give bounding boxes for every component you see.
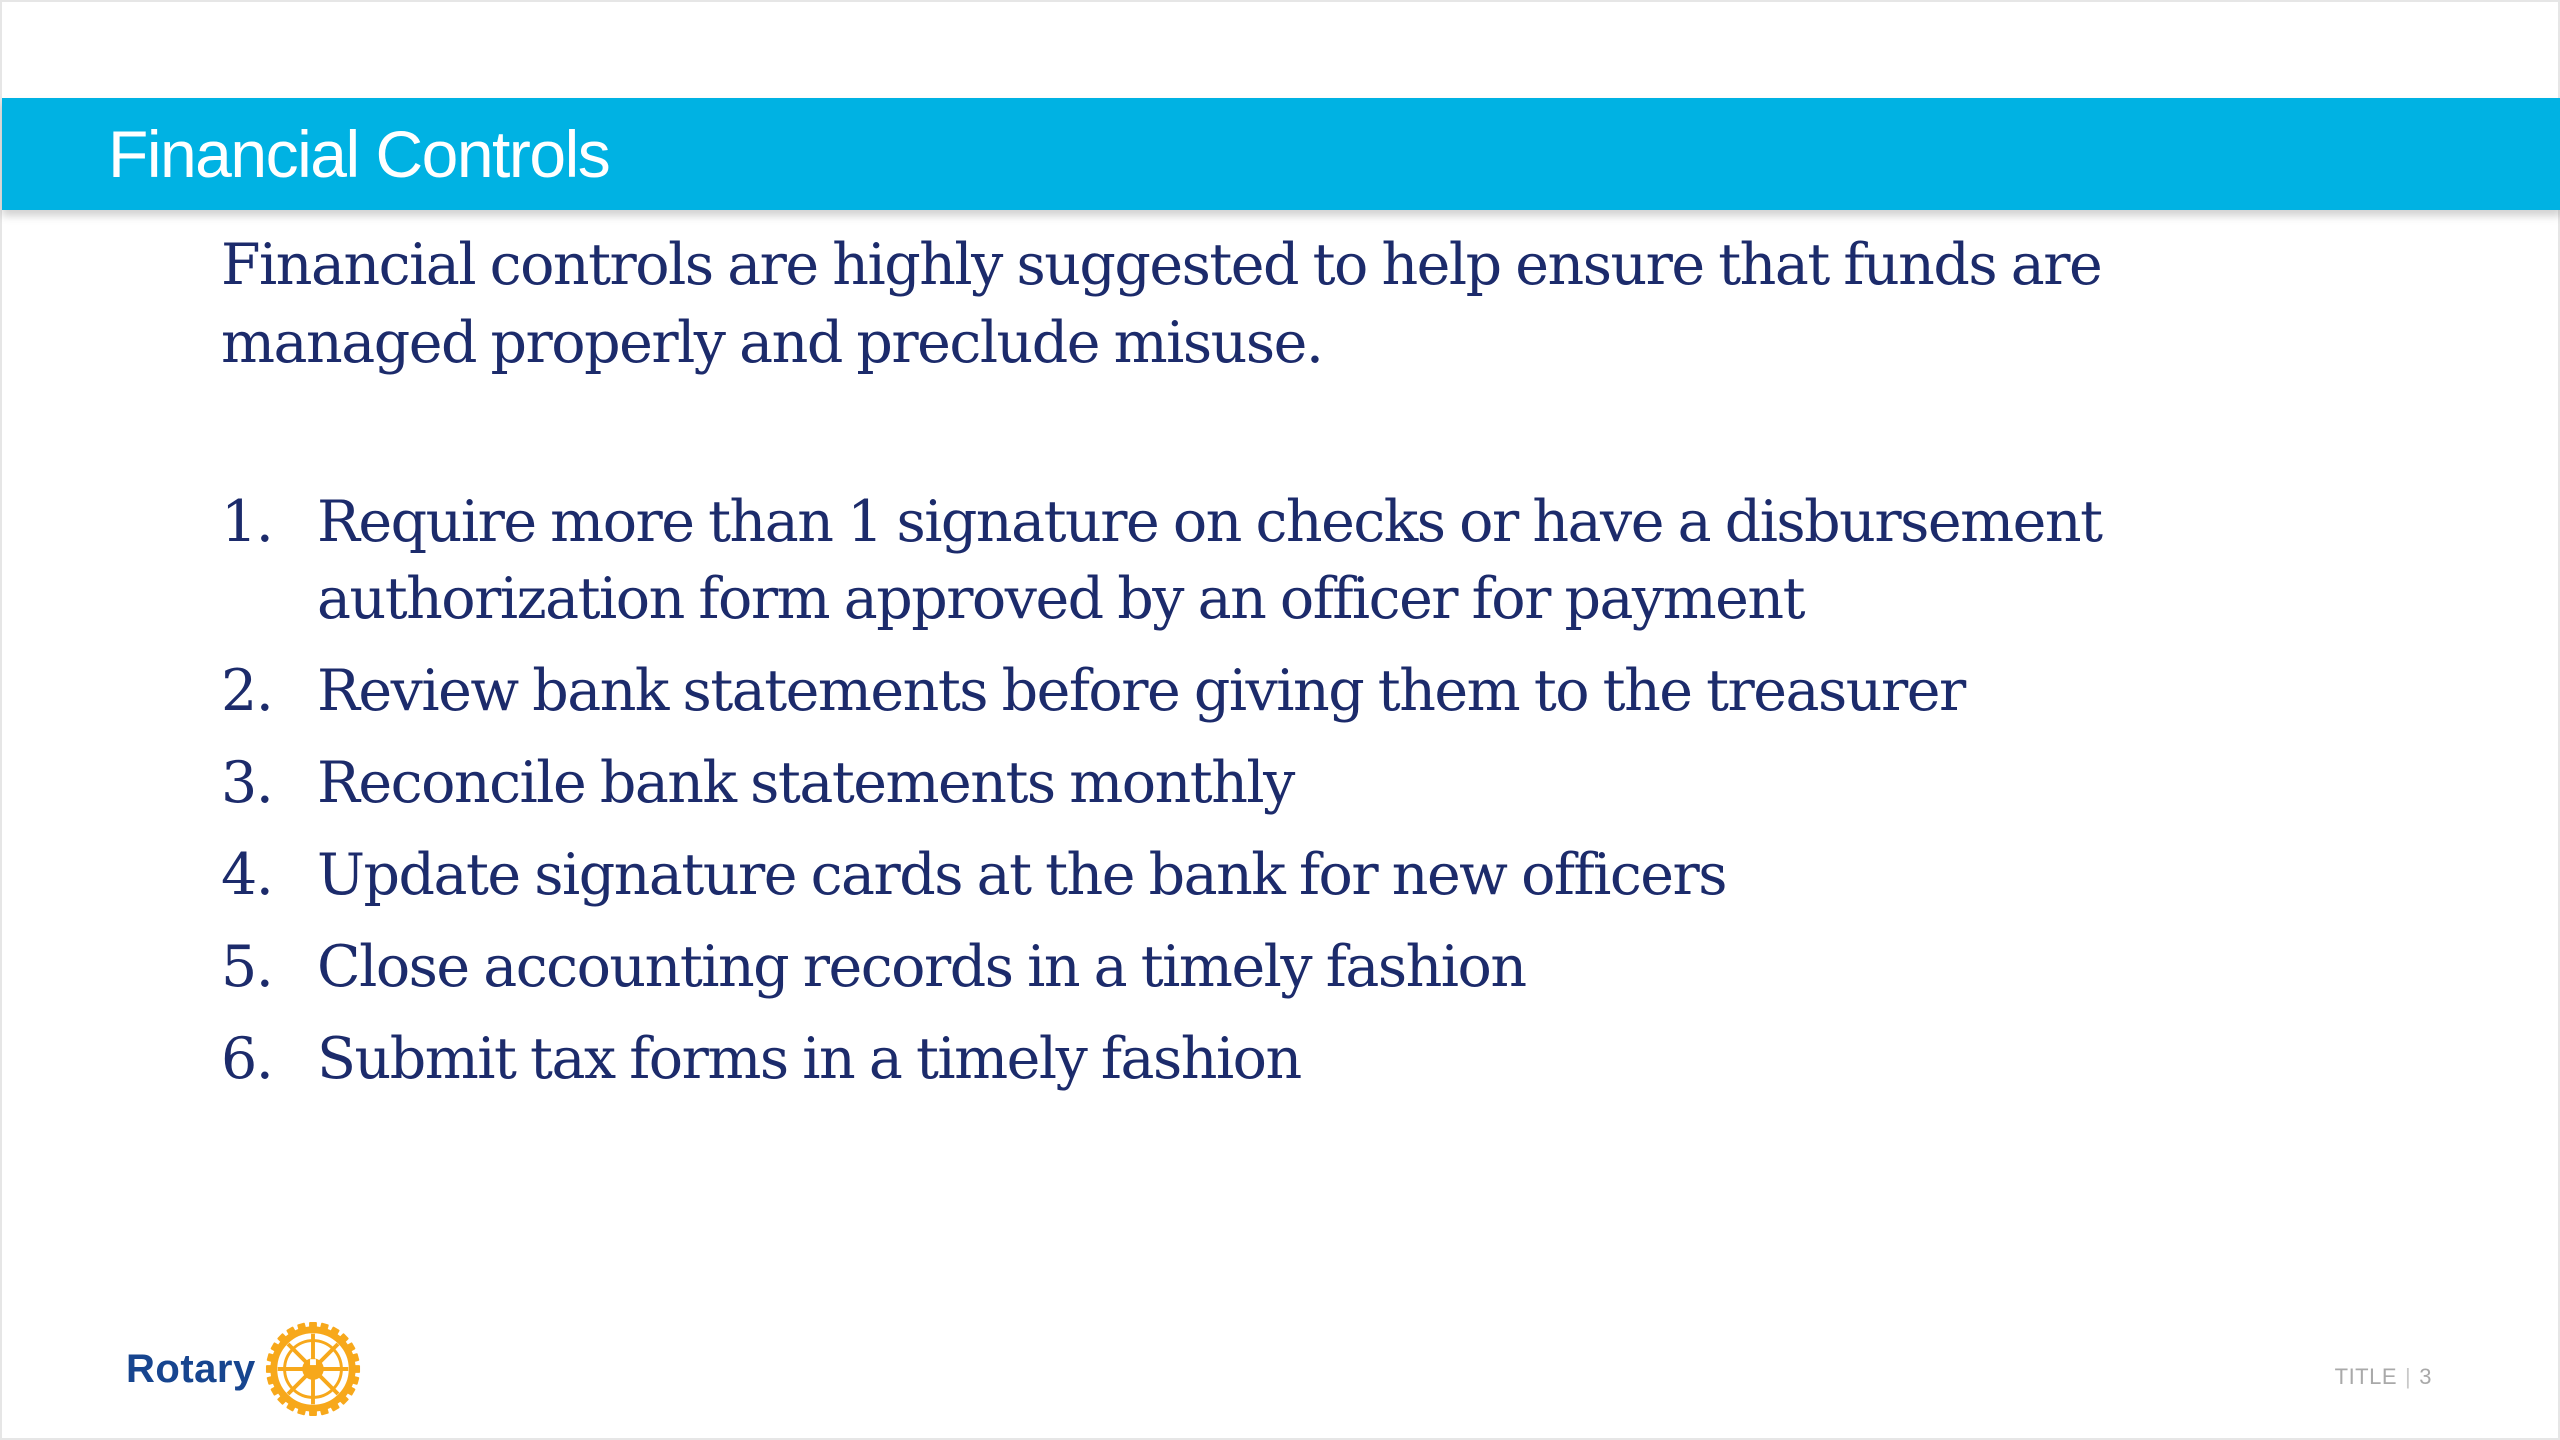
rotary-wheel-icon	[264, 1320, 362, 1418]
footer-separator: |	[2405, 1364, 2412, 1389]
list-item-number: 3.	[221, 750, 273, 816]
list-item-number: 6.	[221, 1026, 273, 1092]
list-item-text: Reconcile bank statements monthly	[317, 750, 1294, 816]
slide-title: Financial Controls	[108, 117, 610, 191]
list-item	[221, 745, 2281, 822]
list-item	[221, 484, 2281, 638]
list-item	[221, 929, 2281, 1006]
list-item-text: Update signature cards at the bank for new officers	[317, 842, 1726, 908]
logo-wordmark: Rotary	[126, 1346, 256, 1391]
page-number: 3	[2419, 1364, 2432, 1389]
list-item-text: Submit tax forms in a timely fashion	[317, 1026, 1301, 1092]
list-item-text: Require more than 1 signature on checks or have a disbursement authorization form approved by an officer for payment	[317, 489, 2102, 632]
list-item	[221, 653, 2281, 730]
list-item-text: Review bank statements before giving them to the treasurer	[317, 658, 1965, 724]
list-item	[221, 1021, 2281, 1098]
list-item	[221, 837, 2281, 914]
slide-footer	[2335, 1364, 2432, 1390]
list-item-number: 1.	[221, 489, 273, 555]
intro-paragraph: Financial controls are highly suggested to help ensure that funds are managed properly and preclude misuse.	[221, 232, 2102, 376]
list-item-text: Close accounting records in a timely fashion	[317, 934, 1526, 1000]
list-item-number: 5.	[221, 934, 273, 1000]
rotary-logo	[126, 1320, 362, 1418]
list-item-number: 2.	[221, 658, 273, 724]
footer-label: TITLE	[2334, 1364, 2398, 1389]
slide-content	[221, 226, 2281, 1113]
list-item-number: 4.	[221, 842, 273, 908]
controls-list	[221, 484, 2281, 1098]
